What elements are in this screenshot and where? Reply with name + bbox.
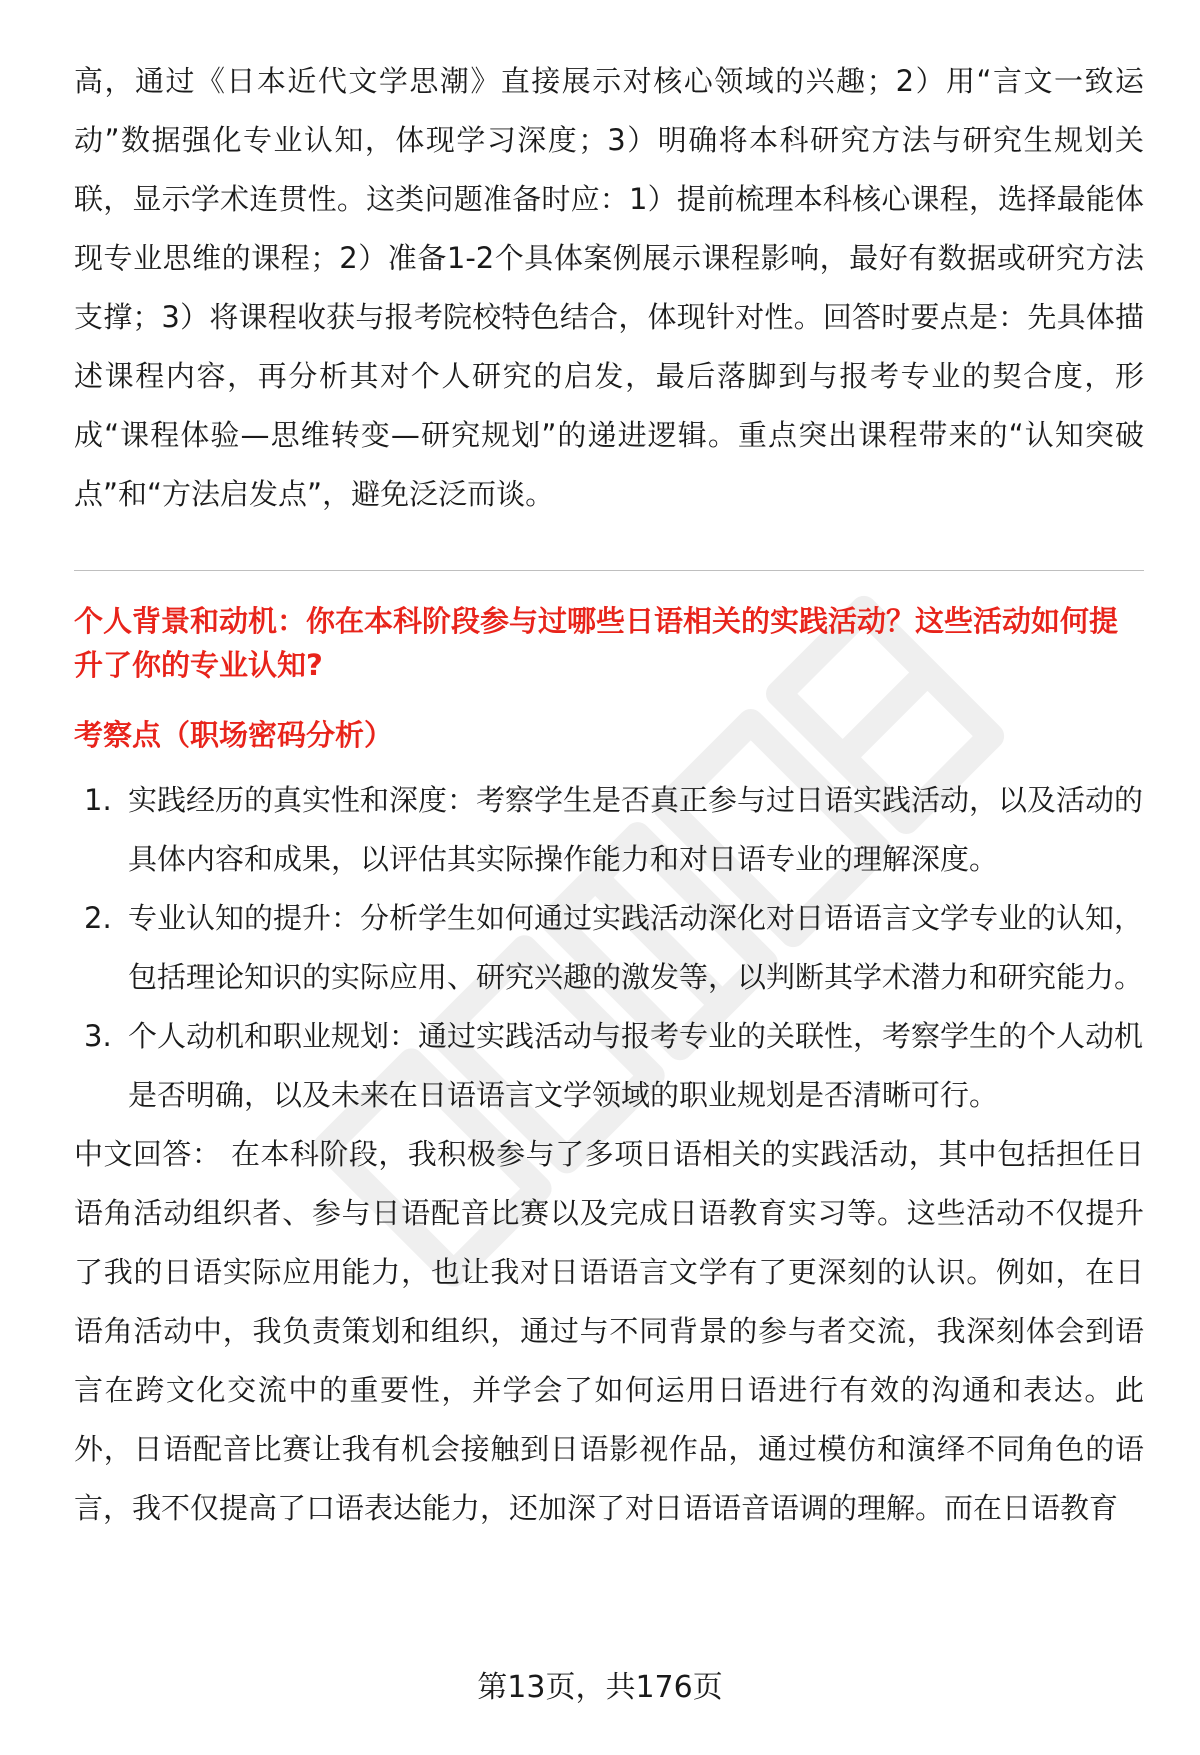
list-item xyxy=(74,771,1144,889)
page-number: 第13页，共176页 xyxy=(477,1670,723,1705)
list-item-number: 1. xyxy=(84,783,112,817)
list-item xyxy=(74,889,1144,1007)
intro-paragraph: 高，通过《日本近代文学思潮》直接展示对核心领域的兴趣；2）用“言文一致运动”数据强化专业认知，体现学习深度；3）明确将本科研究方法与研究生规划关联，显示学术连贯性。这类问题准备时应：1）提前梳理本科核心课程，选择最能体现专业思维的课程；2）准备1-2个具体案例展示课程影响，最好有数据或研究方法支撑；3）将课程收获与报考院校特色结合，体现针对性。回答时要点是：先具体描述课程内容，再分析其对个人研究的启发，最后落脚到与报考专业的契合度，形成“课程体验—思维转变—研究规划”的递进逻辑。重点突出课程带来的“认知突破点”和“方法启发点”，避免泛泛而谈。 xyxy=(74,64,1144,511)
section-divider xyxy=(74,570,1144,571)
list-item-number: 3. xyxy=(84,1019,112,1053)
assessment-points-list xyxy=(74,771,1144,1125)
list-item-text: 个人动机和职业规划：通过实践活动与报考专业的关联性，考察学生的个人动机是否明确，以及未来在日语语言文学领域的职业规划是否清晰可行。 xyxy=(128,1019,1144,1112)
list-item-number: 2. xyxy=(84,901,112,935)
document-page xyxy=(74,52,1144,1538)
assessment-subheading: 考察点（职场密码分析） xyxy=(74,718,394,752)
question-heading: 个人背景和动机：你在本科阶段参与过哪些日语相关的实践活动？这些活动如何提升了你的专业认知? xyxy=(74,604,1119,682)
list-item xyxy=(74,1007,1144,1125)
list-item-text: 专业认知的提升：分析学生如何通过实践活动深化对日语语言文学专业的认知，包括理论知识的实际应用、研究兴趣的激发等，以判断其学术潜力和研究能力。 xyxy=(128,901,1144,994)
answer-paragraph: 中文回答： 在本科阶段，我积极参与了多项日语相关的实践活动，其中包括担任日语角活动组织者、参与日语配音比赛以及完成日语教育实习等。这些活动不仅提升了我的日语实际应用能力，也让我对日语语言文学有了更深刻的认识。例如，在日语角活动中，我负责策划和组织，通过与不同背景的参与者交流，我深刻体会到语言在跨文化交流中的重要性，并学会了如何运用日语进行有效的沟通和表达。此外，日语配音比赛让我有机会接触到日语影视作品，通过模仿和演绎不同角色的语言，我不仅提高了口语表达能力，还加深了对日语语音语调的理解。而在日语教育 xyxy=(74,1137,1144,1525)
list-item-text: 实践经历的真实性和深度：考察学生是否真正参与过日语实践活动，以及活动的具体内容和成果，以评估其实际操作能力和对日语专业的理解深度。 xyxy=(128,783,1144,876)
